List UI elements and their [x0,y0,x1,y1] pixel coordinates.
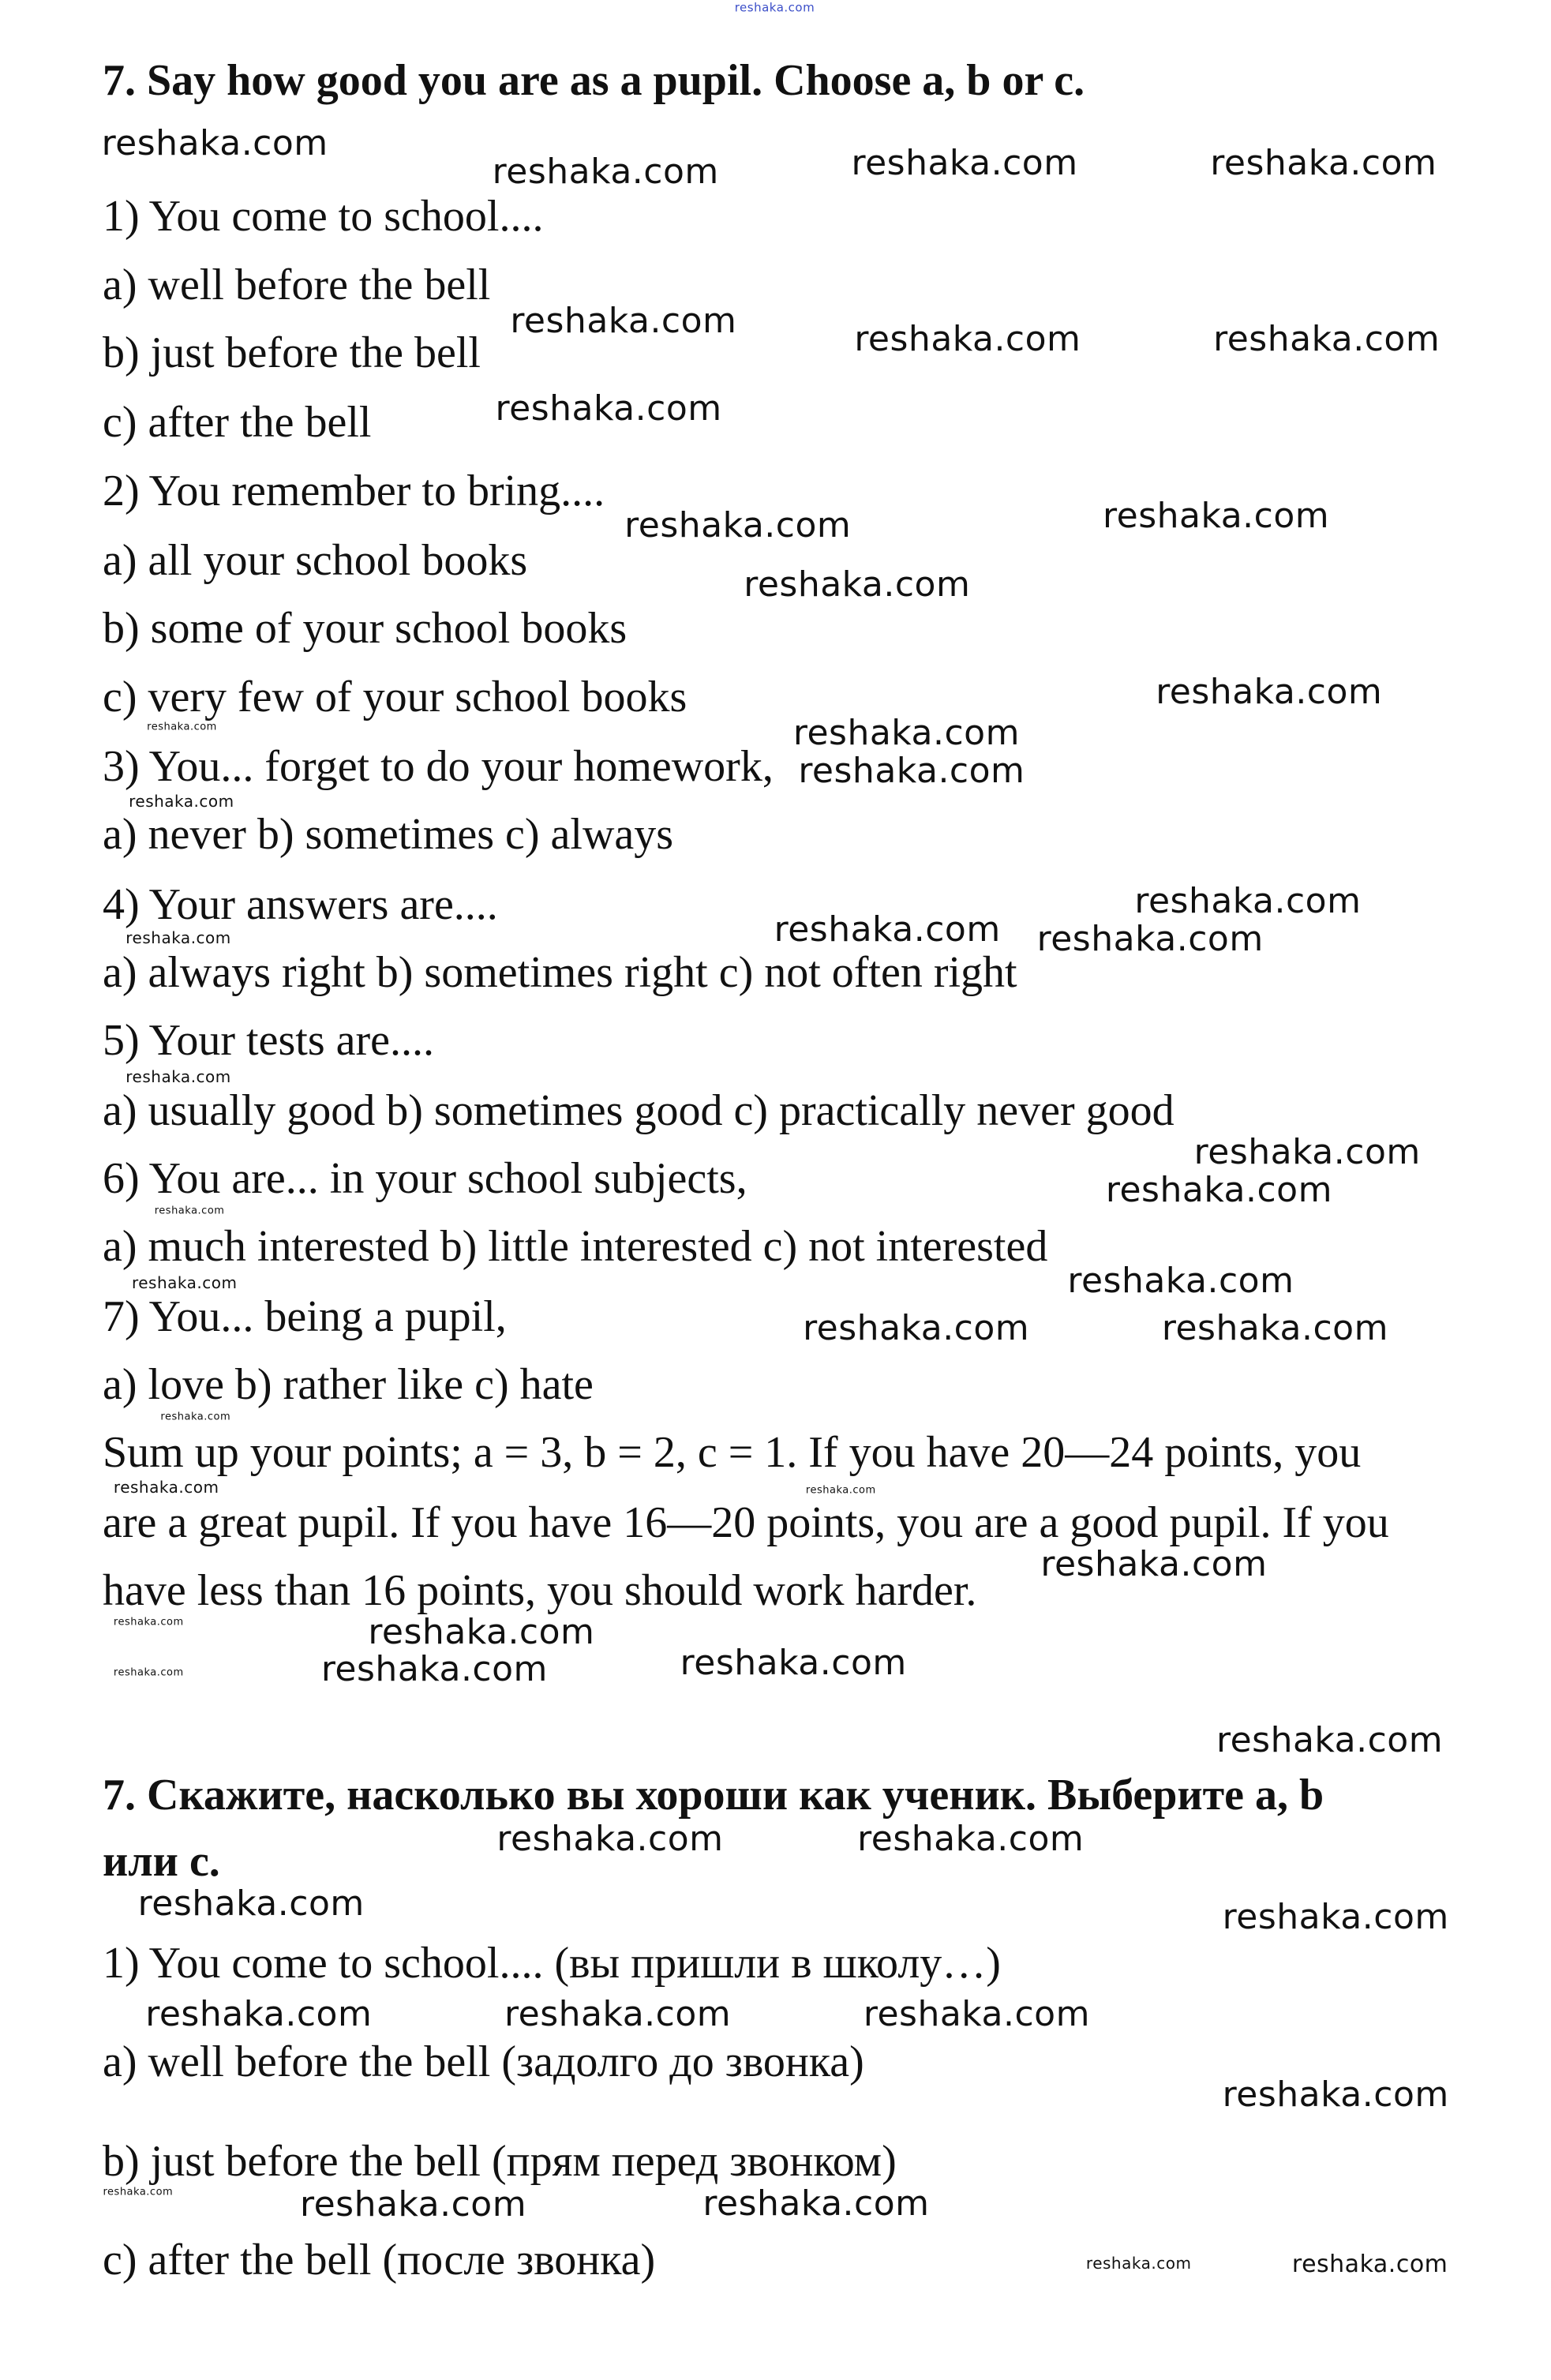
watermark: reshaka.com [129,791,234,811]
exercise-line: 3) You... forget to do your homework, [103,742,774,791]
translation-line: b) just before the bell (прям перед звонком) [103,2137,897,2187]
watermark: reshaka.com [113,1478,219,1497]
watermark: reshaka.com [147,721,217,733]
exercise-line: a) much interested b) little interested c) not interested [103,1222,1048,1272]
watermark: reshaka.com [103,2186,174,2198]
exercise-line: 4) Your answers are.... [103,879,498,929]
exercise-line: a) love b) rather like c) hate [103,1359,594,1409]
watermark: reshaka.com [492,152,719,193]
watermark: reshaka.com [624,504,852,545]
exercise-line: a) always right b) sometimes right c) not often right [103,947,1017,997]
watermark: reshaka.com [1216,1719,1444,1760]
watermark: reshaka.com [702,2183,930,2224]
watermark: reshaka.com [368,1612,595,1653]
watermark: reshaka.com [805,1484,876,1497]
scoring-text-line: are a great pupil. If you have 16—20 points, you are a good pupil. If you [103,1497,1389,1547]
translation-line: a) well before the bell (задолго до звонка) [103,2037,864,2086]
watermark: reshaka.com [734,0,815,15]
watermark: reshaka.com [798,751,1025,792]
watermark: reshaka.com [1067,1261,1294,1302]
watermark: reshaka.com [1103,496,1330,537]
watermark: reshaka.com [504,1994,732,2035]
watermark: reshaka.com [126,928,231,947]
watermark: reshaka.com [320,1649,548,1690]
watermark: reshaka.com [1222,1897,1449,1938]
scoring-text-line: have less than 16 points, you should work harder. [103,1565,977,1615]
watermark: reshaka.com [792,712,1020,753]
exercise-line: b) some of your school books [103,604,628,654]
watermark: reshaka.com [495,388,722,429]
translation-line: 1) You come to school.... (вы пришли в школу…) [103,1939,1001,1988]
watermark: reshaka.com [1085,2253,1192,2273]
watermark: reshaka.com [863,1994,1090,2035]
exercise-line: a) never b) sometimes c) always [103,810,674,860]
watermark: reshaka.com [113,1666,184,1679]
translation-heading-line1: 7. Скажите, насколько вы хороши как ученик. Выберите a, b [103,1771,1324,1820]
watermark: reshaka.com [145,1994,373,2035]
watermark: reshaka.com [1040,1544,1268,1585]
exercise-line: b) just before the bell [103,328,481,378]
watermark: reshaka.com [854,318,1081,359]
translation-heading-line2: или с. [103,1837,220,1886]
watermark: reshaka.com [774,909,1001,950]
watermark: reshaka.com [1161,1307,1388,1348]
exercise-line: 7) You... being a pupil, [103,1291,507,1341]
exercise-line: 1) You come to school.... [103,192,544,242]
watermark: reshaka.com [1213,318,1440,359]
watermark: reshaka.com [1105,1170,1332,1211]
watermark: reshaka.com [496,1818,724,1859]
watermark: reshaka.com [680,1643,907,1684]
watermark: reshaka.com [510,300,737,341]
watermark: reshaka.com [851,143,1078,184]
watermark: reshaka.com [137,1883,365,1924]
watermark: reshaka.com [1193,1132,1421,1173]
watermark: reshaka.com [744,564,971,605]
watermark: reshaka.com [101,123,328,164]
exercise-line: a) well before the bell [103,260,491,309]
exercise-line: 2) You remember to bring.... [103,466,605,515]
watermark: reshaka.com [803,1307,1030,1348]
watermark: reshaka.com [126,1067,231,1087]
watermark: reshaka.com [1222,2074,1449,2115]
exercise-line: 6) You are... in your school subjects, [103,1153,747,1203]
watermark: reshaka.com [1156,671,1383,712]
translation-line: c) after the bell (после звонка) [103,2236,656,2285]
watermark: reshaka.com [299,2183,527,2224]
watermark: reshaka.com [1036,918,1264,959]
watermark: reshaka.com [131,1272,238,1292]
exercise-line: a) all your school books [103,536,528,586]
exercise-line: a) usually good b) sometimes good c) practically never good [103,1085,1174,1135]
exercise-line: 5) Your tests are.... [103,1016,434,1066]
scoring-text-line: Sum up your points; a = 3, b = 2, c = 1. If you have 20—24 points, you [103,1428,1362,1478]
watermark: reshaka.com [1210,143,1437,184]
watermark: reshaka.com [1291,2250,1448,2278]
watermark: reshaka.com [113,1616,184,1629]
exercise-line: c) after the bell [103,398,372,448]
exercise-heading: 7. Say how good you are as a pupil. Choose a, b or c. [103,56,1085,105]
exercise-line: c) very few of your school books [103,672,687,721]
watermark: reshaka.com [1134,880,1362,921]
watermark: reshaka.com [154,1205,225,1217]
watermark: reshaka.com [857,1818,1085,1859]
watermark: reshaka.com [160,1411,231,1423]
